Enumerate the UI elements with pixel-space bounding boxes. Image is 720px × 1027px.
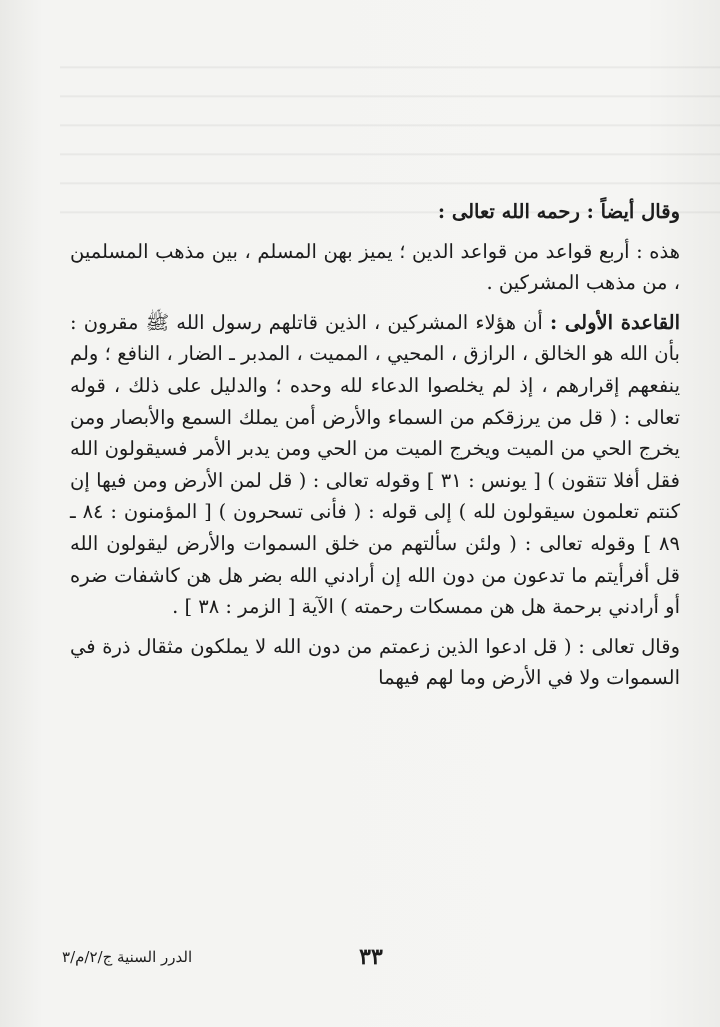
rule-1-text: أن هؤلاء المشركين ، الذين قاتلهم رسول الله ﷺ مقرون : بأن الله هو الخالق ، الرازق ، المحيي ، المميت ، المدبر ـ الضار ، النافع ؛ ولم ينفعهم إقرارهم ، إذ لم يخلصوا الدعاء لله وحده ؛ والدليل على ذلك ، قوله تعالى : ( قل من يرزقكم من السماء والأرض أمن يملك السمع والأبصار ومن يخرج الحي من الميت ويخرج الميت من الحي ومن يدبر الأمر فسيقولون الله فقل أفلا تتقون ) [ يونس : ٣١ ] وقوله تعالى : ( قل لمن الأرض ومن فيها إن كنتم تعلمون سيقولون لله ) إلى قوله : ( فأنى تسحرون ) [ المؤمنون : ٨٤ ـ ٨٩ ] وقوله تعالى : ( ولئن سألتهم من خلق السموات والأرض ليقولون الله قل أفرأيتم ما تدعون من دون الله إن أرادني الله بضر هل هن كاشفات ضره أو أرادني برحمة هل هن ممسكات رحمته ) الآية [ الزمر : ٣٨ ] .: [70, 310, 680, 619]
section-title: وقال أيضاً : رحمه الله تعالى :: [437, 200, 680, 223]
main-text: [70, 196, 680, 694]
rule-1-paragraph: [70, 307, 680, 623]
intro-paragraph: هذه : أربع قواعد من قواعد الدين ؛ يميز بهن المسلم ، بين مذهب المسلمين ، من مذهب المشركين .: [70, 239, 680, 295]
final-paragraph: وقال تعالى : ( قل ادعوا الذين زعمتم من دون الله لا يملكون مثقال ذرة في السموات ولا في الأرض وما لهم فيهما: [70, 634, 680, 690]
page-footer: [62, 944, 680, 974]
running-footer: الدرر السنية ج/٢/م/٣: [62, 948, 193, 966]
page-number: ٣٣: [359, 944, 383, 970]
rule-1-heading: القاعدة الأولى :: [549, 310, 681, 334]
